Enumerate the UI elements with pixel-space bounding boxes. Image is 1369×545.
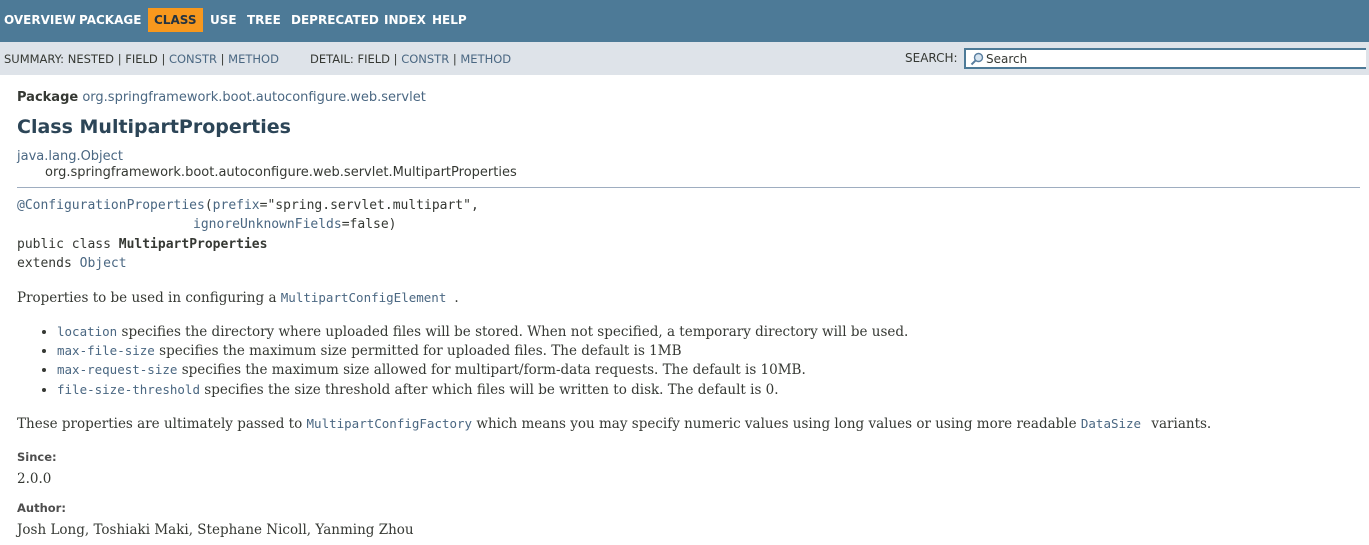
separator: | [452,52,457,66]
annotation-line-2 [193,216,397,233]
since-value: 2.0.0 [17,471,52,487]
object-link[interactable]: java.lang.Object [17,149,123,164]
detail-nav [310,52,511,66]
class-declaration [17,236,267,253]
annotation-line [17,197,479,214]
package-label: Package [17,90,79,105]
detail-method-link[interactable]: METHOD [460,52,512,66]
package-link[interactable]: org.springframework.boot.autoconfigure.web.servlet [82,90,426,105]
detail-field: FIELD [357,52,390,66]
separator: | [393,52,398,66]
extends-line [17,255,127,272]
divider [17,187,1360,188]
search-label: SEARCH: [905,51,958,65]
search-input[interactable] [986,50,1361,67]
location-link[interactable]: location [57,324,118,339]
nav-package[interactable]: PACKAGE [79,13,142,27]
search-box[interactable] [964,48,1366,69]
top-nav-bar [0,0,1369,42]
bullet-dot [42,388,46,392]
data-size-link[interactable]: DataSize [1080,416,1142,431]
class-name: MultipartProperties [118,237,268,252]
author-value: Josh Long, Toshiaki Maki, Stephane Nicoll, Yanming Zhou [17,522,414,538]
max-file-size-link[interactable]: max-file-size [57,343,155,358]
package-line [17,90,426,106]
multipart-config-element-link[interactable]: MultipartConfigElement [280,290,447,305]
summary-method-link[interactable]: METHOD [228,52,279,66]
list-item-text: specifies the maximum size permitted for uploaded files. The default is 1MB [154,343,682,359]
separator: | [220,52,225,66]
nav-deprecated[interactable]: DEPRECATED [291,13,379,27]
prefix-link[interactable]: prefix [212,198,260,213]
author-label: Author: [17,501,66,515]
class-modifiers: public class [17,237,119,252]
outro-text-3: variants. [1147,416,1212,432]
nav-use[interactable]: USE [210,13,237,27]
description-intro [17,288,459,308]
summary-nav [4,52,279,66]
separator: | [117,52,122,66]
bullet-dot [42,330,46,334]
summary-constr-link[interactable]: CONSTR [168,52,217,66]
configuration-properties-link[interactable]: @ConfigurationProperties [17,198,205,213]
multipart-config-factory-link[interactable]: MultipartConfigFactory [306,416,473,431]
open-paren: ( [204,198,213,213]
ignore-value: =false) [341,217,397,232]
summary-label: SUMMARY: [4,52,65,66]
search-icon [970,52,984,66]
nav-tree[interactable]: TREE [247,13,281,27]
bullet-dot [42,349,46,353]
list-item-text: specifies the directory where uploaded files will be stored. When not specified, a temporary directory will be used. [117,324,909,340]
list-item [57,322,908,342]
list-item-text: specifies the maximum size allowed for multipart/form-data requests. The default is 10MB. [177,362,806,378]
max-request-size-link[interactable]: max-request-size [57,362,178,377]
extends-keyword: extends [17,256,80,271]
description-outro [17,414,1211,434]
nav-help[interactable]: HELP [432,13,467,27]
outro-text-2: which means you may specify numeric values using long values or using more readable [472,416,1081,432]
inheritance-child: org.springframework.boot.autoconfigure.web.servlet.MultipartProperties [45,165,517,180]
nav-class[interactable]: CLASS [148,8,203,32]
prefix-value: ="spring.servlet.multipart", [259,198,479,213]
page-title: Class MultipartProperties [17,116,291,138]
summary-field: FIELD [125,52,158,66]
list-item [57,341,682,361]
sub-nav-bar [0,42,1369,75]
nav-index[interactable]: INDEX [384,13,426,27]
outro-text-1: These properties are ultimately passed to [17,416,307,432]
intro-end: . [454,290,459,306]
ignore-unknown-fields-link[interactable]: ignoreUnknownFields [193,217,342,232]
file-size-threshold-link[interactable]: file-size-threshold [57,382,200,397]
summary-nested: NESTED [67,52,115,66]
list-item [57,360,806,380]
detail-constr-link[interactable]: CONSTR [401,52,450,66]
since-label: Since: [17,450,57,464]
bullet-dot [42,368,46,372]
detail-label: DETAIL: [310,52,354,66]
separator: | [161,52,166,66]
extends-object-link[interactable]: Object [79,256,127,271]
list-item [57,380,779,400]
intro-text: Properties to be used in configuring a [17,290,281,306]
list-item-text: specifies the size threshold after which files will be written to disk. The default is 0. [200,382,779,398]
nav-overview[interactable]: OVERVIEW [4,13,76,27]
inheritance-parent [17,149,123,165]
